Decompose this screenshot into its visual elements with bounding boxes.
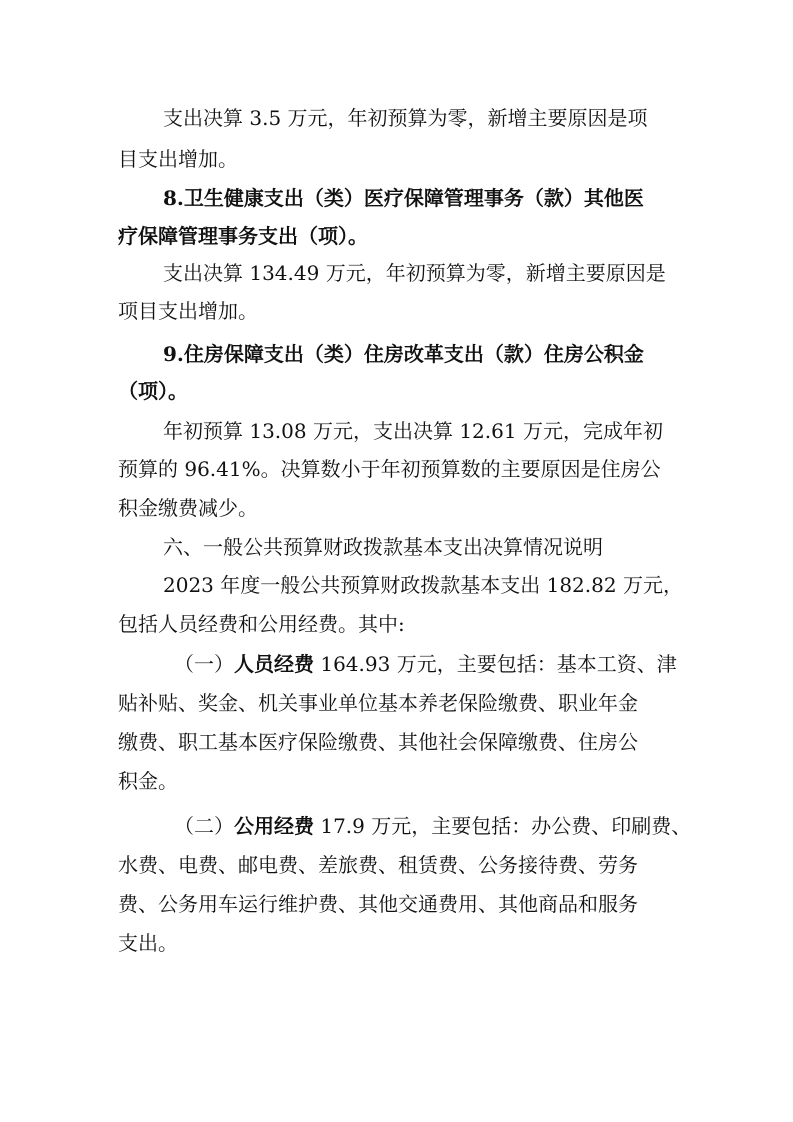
paragraph-line: 水费、电费、邮电费、差旅费、租赁费、公务接待费、劳务 xyxy=(118,853,638,877)
term-public-expense: 公用经费 xyxy=(234,814,314,838)
item-marker: （一） xyxy=(174,652,234,676)
paragraph-line: 贴补贴、奖金、机关事业单位基本养老保险缴费、职业年金 xyxy=(118,691,638,715)
paragraph-line: 预算的 96.41%。决算数小于年初预算数的主要原因是住房公 xyxy=(118,457,661,481)
paragraph-line: 2023 年度一般公共预算财政拨款基本支出 182.82 万元， xyxy=(163,573,683,597)
paragraph-line: 支出。 xyxy=(118,931,178,955)
paragraph-line: 目支出增加。 xyxy=(118,147,238,171)
paragraph-line-public xyxy=(174,812,691,840)
item-marker: （二） xyxy=(174,814,234,838)
section-heading-6: 六、一般公共预算财政拨款基本支出决算情况说明 xyxy=(163,535,603,559)
paragraph-line: 支出决算 3.5 万元，年初预算为零，新增主要原因是项 xyxy=(163,106,648,130)
section-heading-9: 9.住房保障支出（类）住房改革支出（款）住房公积金 xyxy=(163,342,644,366)
section-heading-8: 8.卫生健康支出（类）医疗保障管理事务（款）其他医 xyxy=(163,186,644,210)
paragraph-line: 年初预算 13.08 万元，支出决算 12.61 万元，完成年初 xyxy=(163,419,663,443)
section-heading-9-cont: （项）。 xyxy=(118,379,188,403)
paragraph-line: 支出决算 134.49 万元，年初预算为零，新增主要原因是 xyxy=(163,261,666,285)
paragraph-line: 缴费、职工基本医疗保险缴费、其他社会保障缴费、住房公 xyxy=(118,730,638,754)
paragraph-line-personnel xyxy=(174,650,677,678)
paragraph-line: 项目支出增加。 xyxy=(118,299,258,323)
paragraph-line: 包括人员经费和公用经费。其中: xyxy=(118,612,405,636)
paragraph-line: 费、公务用车运行维护费、其他交通费用、其他商品和服务 xyxy=(118,892,638,916)
term-personnel-expense: 人员经费 xyxy=(234,652,314,676)
paragraph-line: 积金。 xyxy=(118,769,178,793)
section-heading-8-cont: 疗保障管理事务支出（项）。 xyxy=(118,224,368,248)
item-text: 17.9 万元，主要包括：办公费、印刷费、 xyxy=(314,814,692,838)
paragraph-line: 积金缴费减少。 xyxy=(118,496,258,520)
item-text: 164.93 万元，主要包括：基本工资、津 xyxy=(314,652,677,676)
